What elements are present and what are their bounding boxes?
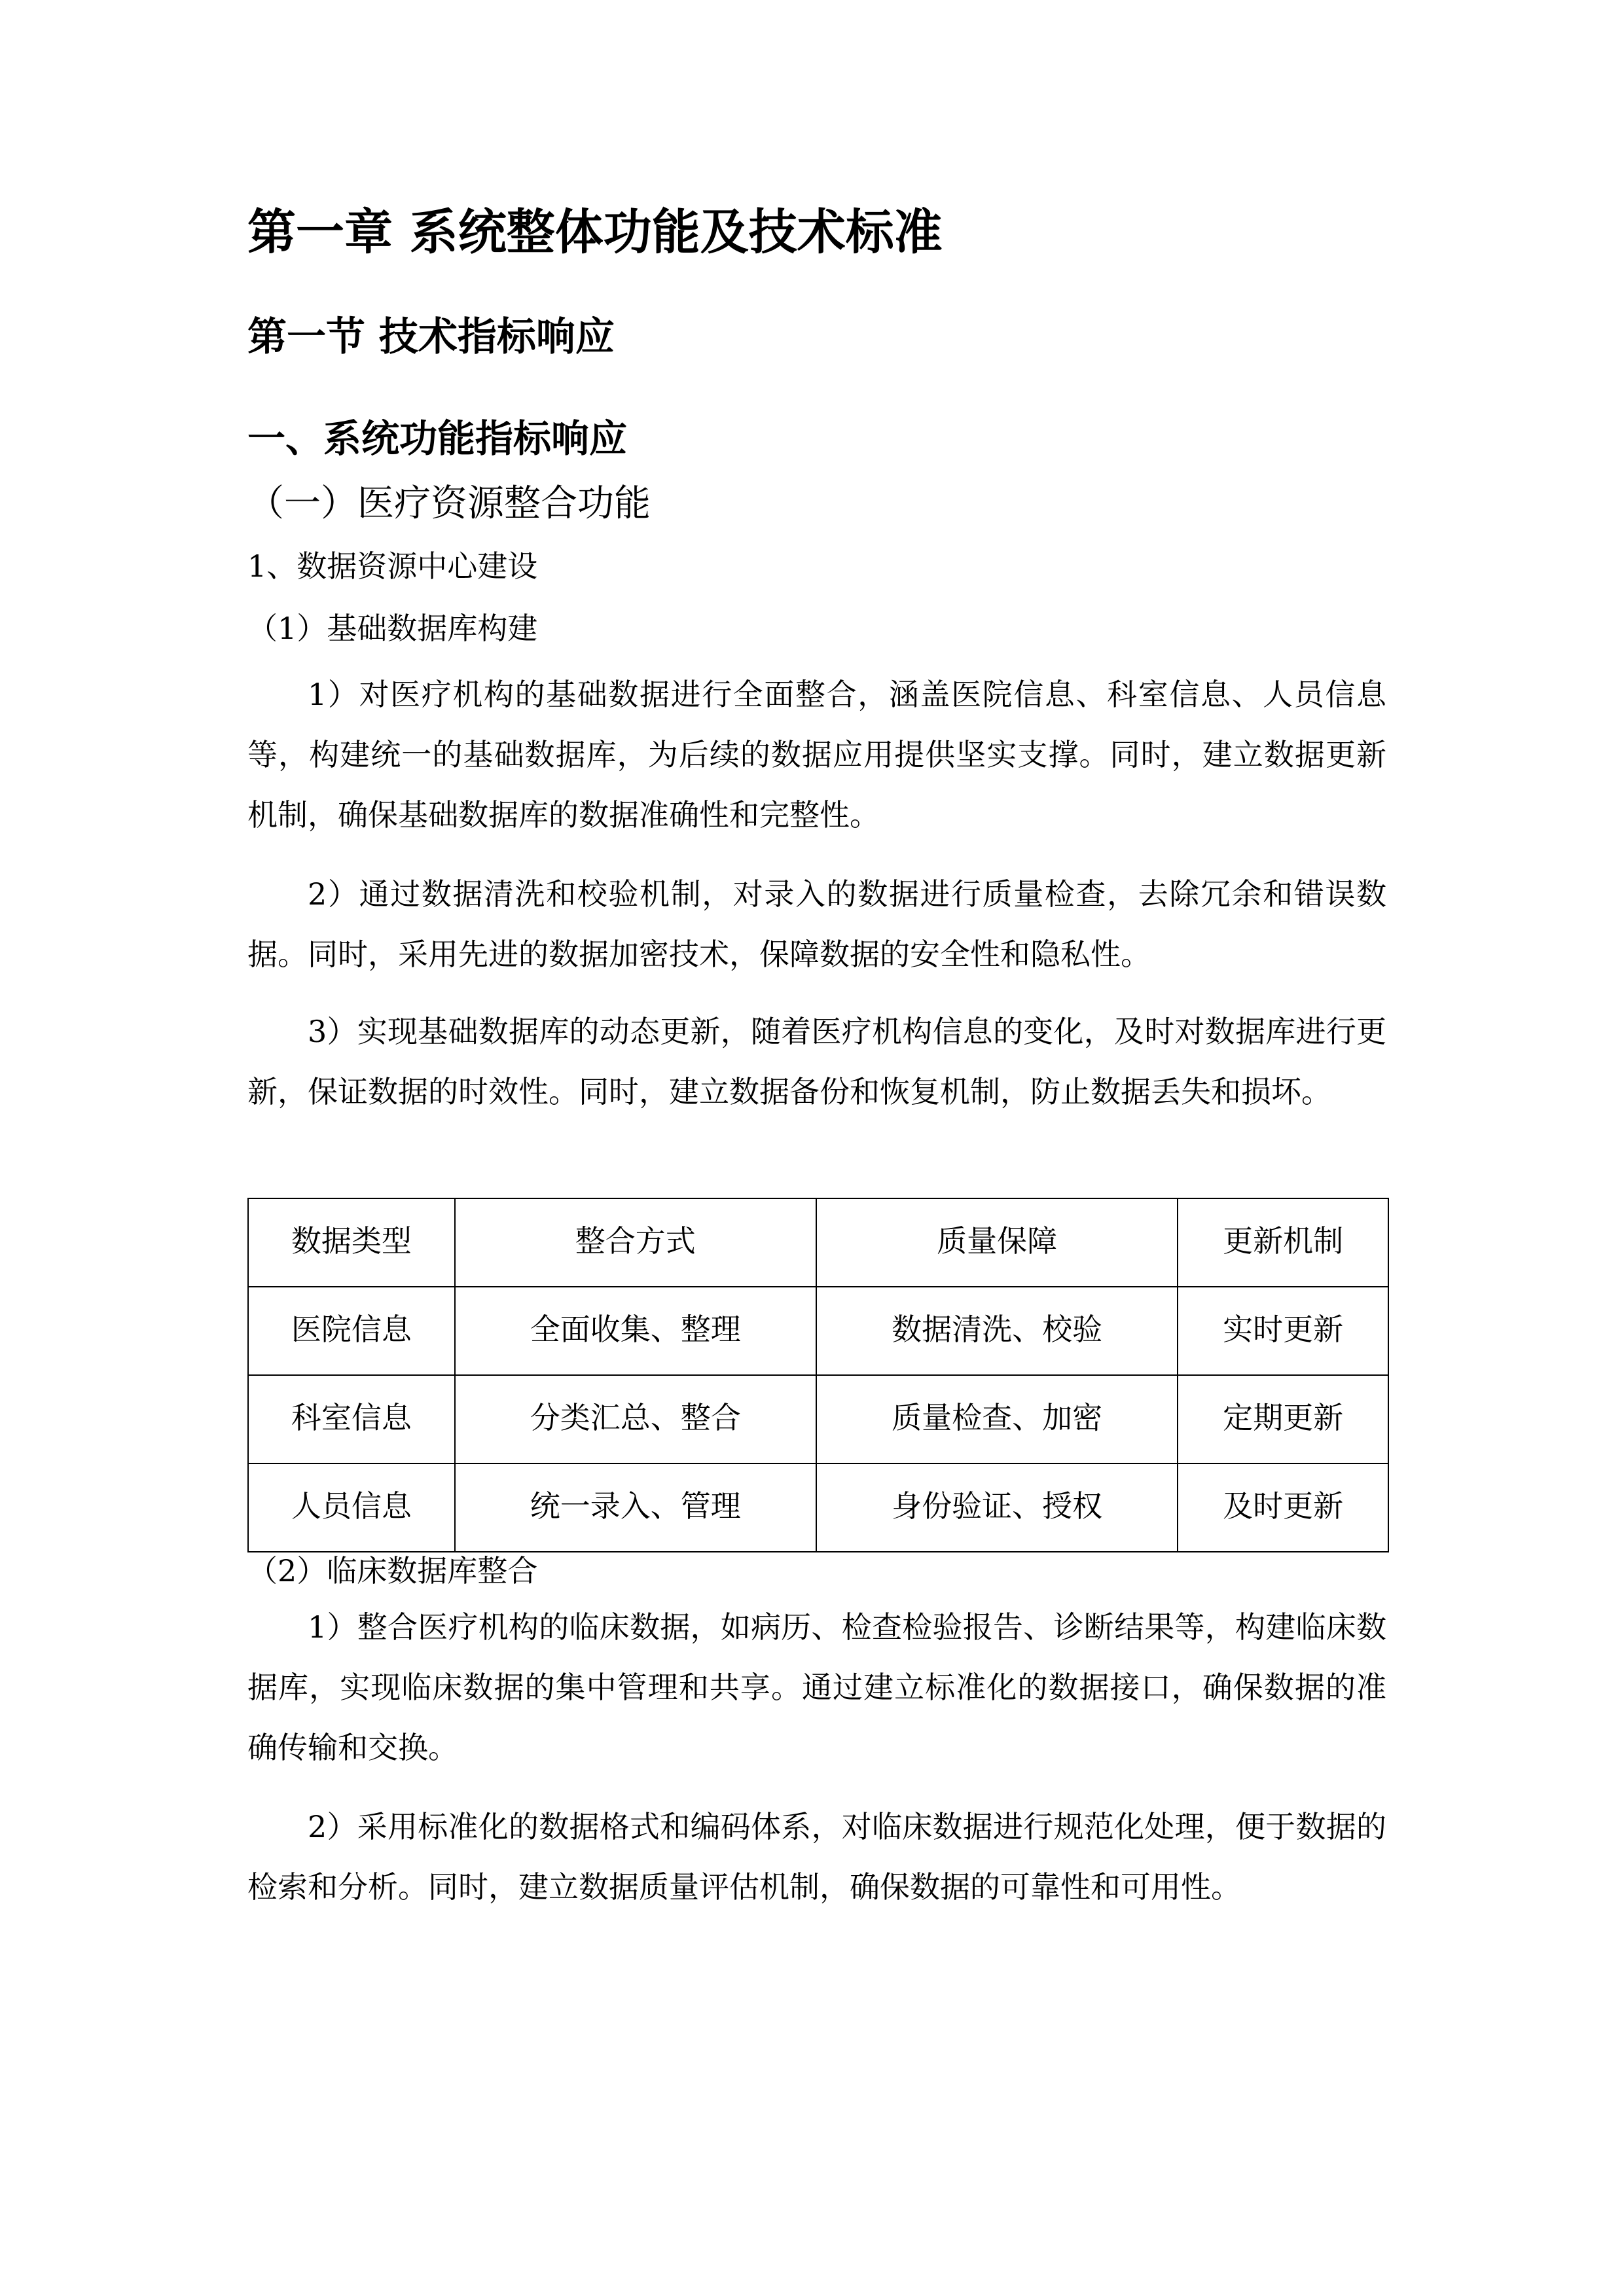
table-row	[248, 1375, 1388, 1463]
subpart-title: （一）医疗资源整合功能	[247, 482, 651, 525]
table-header-cell: 更新机制	[1178, 1198, 1388, 1287]
table-cell: 科室信息	[248, 1375, 455, 1463]
chapter-title: 第一章 系统整体功能及技术标准	[247, 204, 943, 260]
table-header-cell: 数据类型	[248, 1198, 455, 1287]
subitem-1-title: （1）基础数据库构建	[247, 611, 538, 646]
section-title: 第一节 技术指标响应	[247, 314, 615, 360]
table-header-row	[248, 1198, 1388, 1287]
paragraph: 1）对医疗机构的基础数据进行全面整合，涵盖医院信息、科室信息、人员信息等，构建统一的基础数据库，为后续的数据应用提供坚实支撑。同时，建立数据更新机制，确保基础数据库的数据准确性和完整性。	[247, 677, 1386, 833]
table-cell: 定期更新	[1178, 1375, 1388, 1463]
subitem-2-title: （2）临床数据库整合	[247, 1553, 538, 1588]
table-cell: 分类汇总、整合	[455, 1375, 816, 1463]
table-row	[248, 1463, 1388, 1552]
table-row	[248, 1287, 1388, 1375]
data-table	[247, 1198, 1389, 1552]
table-cell: 质量检查、加密	[816, 1375, 1178, 1463]
paragraph: 2）采用标准化的数据格式和编码体系，对临床数据进行规范化处理，便于数据的检索和分析。同时，建立数据质量评估机制，确保数据的可靠性和可用性。	[247, 1809, 1386, 1905]
table-cell: 实时更新	[1178, 1287, 1388, 1375]
table-cell: 医院信息	[248, 1287, 455, 1375]
paragraph: 2）通过数据清洗和校验机制，对录入的数据进行质量检查，去除冗余和错误数据。同时，采用先进的数据加密技术，保障数据的安全性和隐私性。	[247, 876, 1386, 972]
item-title: 1、数据资源中心建设	[247, 548, 538, 584]
table-cell: 人员信息	[248, 1463, 455, 1552]
table-cell: 数据清洗、校验	[816, 1287, 1178, 1375]
table-cell: 统一录入、管理	[455, 1463, 816, 1552]
table-cell: 身份验证、授权	[816, 1463, 1178, 1552]
paragraph: 1）整合医疗机构的临床数据，如病历、检查检验报告、诊断结果等，构建临床数据库，实现临床数据的集中管理和共享。通过建立标准化的数据接口，确保数据的准确传输和交换。	[247, 1609, 1386, 1765]
paragraph: 3）实现基础数据库的动态更新，随着医疗机构信息的变化，及时对数据库进行更新，保证数据的时效性。同时，建立数据备份和恢复机制，防止数据丢失和损坏。	[247, 1014, 1386, 1109]
part-title: 一、系统功能指标响应	[247, 416, 628, 461]
table-cell: 及时更新	[1178, 1463, 1388, 1552]
table-cell: 全面收集、整理	[455, 1287, 816, 1375]
table-header-cell: 质量保障	[816, 1198, 1178, 1287]
table-header-cell: 整合方式	[455, 1198, 816, 1287]
